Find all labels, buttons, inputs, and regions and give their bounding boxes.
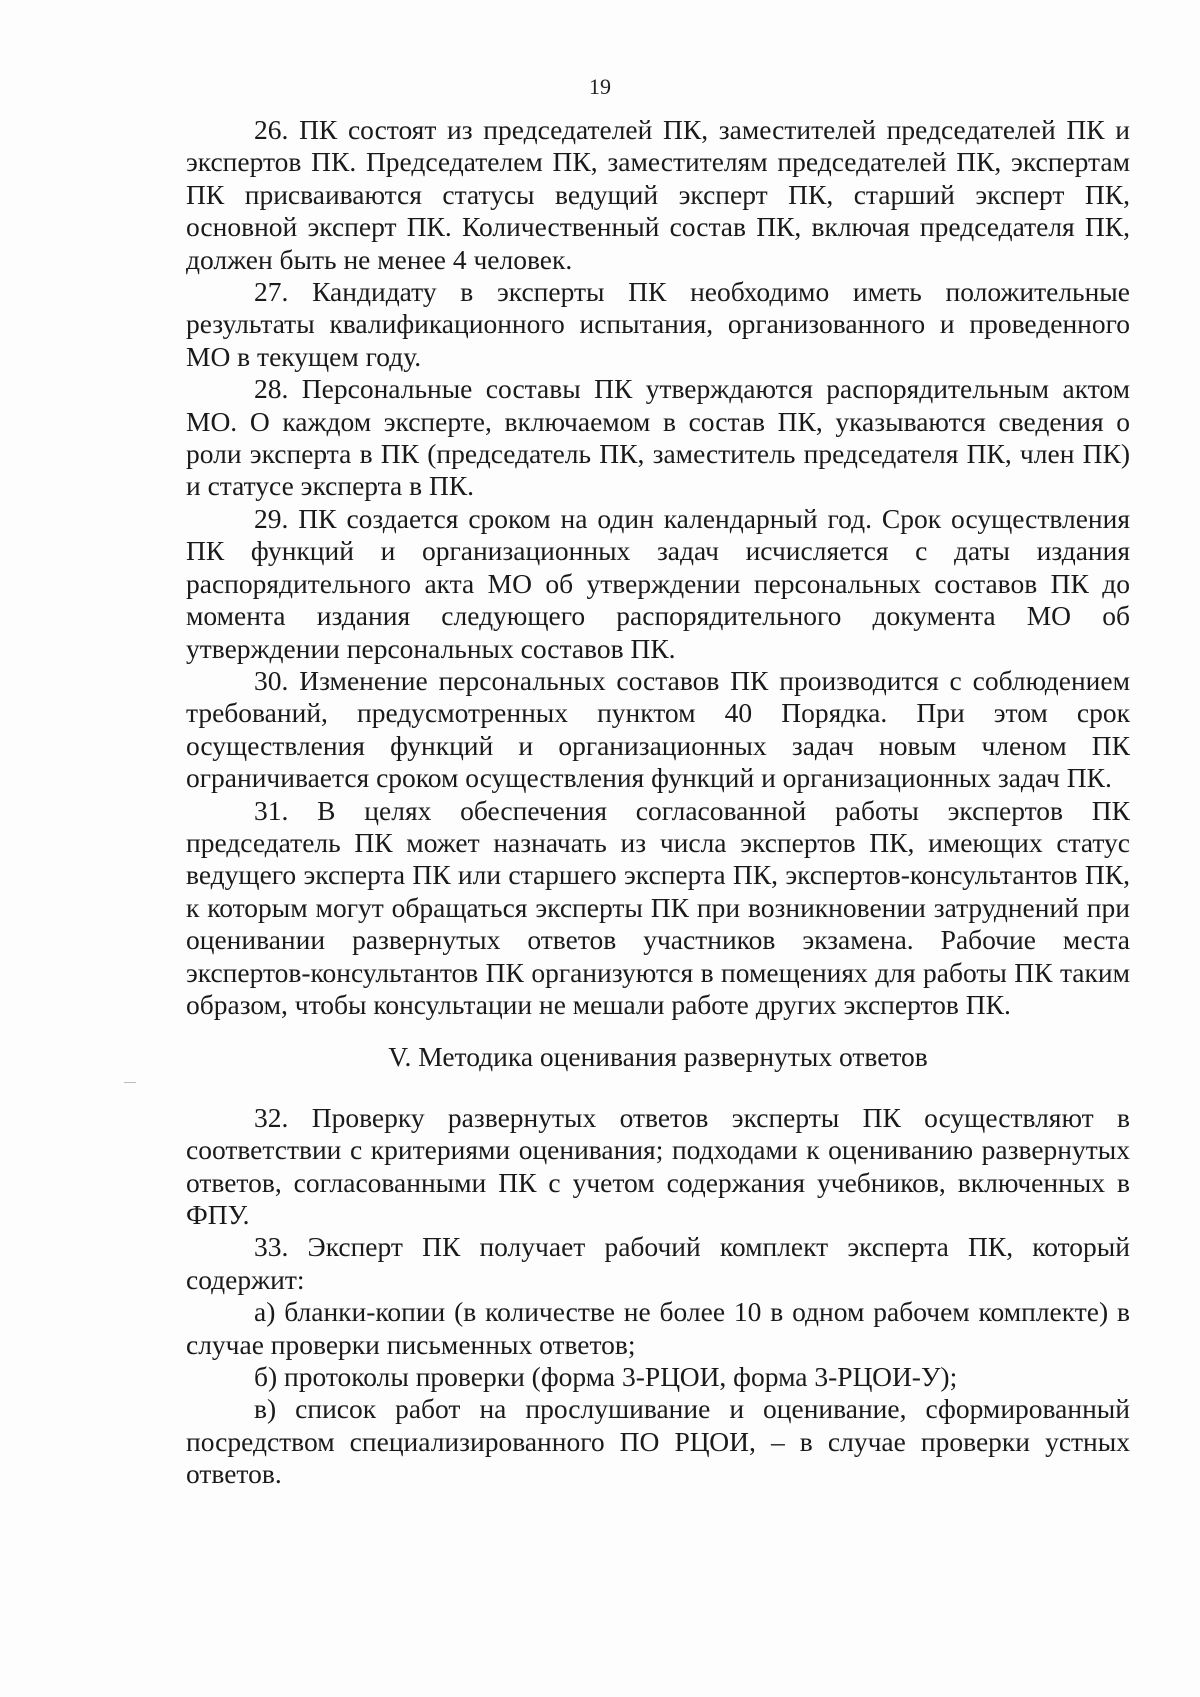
paragraph-32: 32. Проверку развернутых ответов эксперты ПК осуществляют в соответствии с критериями оценивания; подходами к оцениванию развернутых ответов, согласованными ПК с учетом содержания учебников, включенных в ФПУ. (186, 1101, 1130, 1230)
document-body (186, 114, 1130, 1491)
page-number: 19 (589, 74, 611, 99)
list-item-c: в) список работ на прослушивание и оценивание, сформированный посредством специализированного ПО РЦОИ, – в случае проверки устных ответов. (186, 1393, 1130, 1490)
paragraph-30: 30. Изменение персональных составов ПК производится с соблюдением требований, предусмотренных пунктом 40 Порядка. При этом срок осуществления функций и организационных задач новым членом ПК ограничивается сроком осуществления функций и организационных задач ПК. (186, 664, 1130, 794)
paragraph-26: 26. ПК состоят из председателей ПК, заместителей председателей ПК и экспертов ПК. Председателем ПК, заместителям председателей ПК, экспертам ПК присваиваются статусы ведущий эксперт ПК, старший эксперт ПК, основной эксперт ПК. Количественный состав ПК, включая председателя ПК, должен быть не менее 4 человек. (186, 114, 1130, 275)
list-item-b: б) протоколы проверки (форма 3-РЦОИ, форма 3-РЦОИ-У); (254, 1361, 958, 1393)
paragraph-29: 29. ПК создается сроком на один календарный год. Срок осуществления ПК функций и организационных задач исчисляется с даты издания распорядительного акта МО об утверждении персональных составов ПК до момента издания следующего распорядительного документа МО об утверждении персональных составов ПК. (186, 502, 1130, 664)
paragraph-28: 28. Персональные составы ПК утверждаются распорядительным актом МО. О каждом эксперте, включаемом в состав ПК, указываются сведения о роли эксперта в ПК (председатель ПК, заместитель председателя ПК, член ПК) и статусе эксперта в ПК. (186, 373, 1130, 502)
paragraph-27: 27. Кандидату в эксперты ПК необходимо иметь положительные результаты квалификационного испытания, организованного и проведенного МО в текущем году. (186, 276, 1130, 372)
paragraph-33: 33. Эксперт ПК получает рабочий комплект эксперта ПК, который содержит: (186, 1231, 1130, 1295)
section-heading: V. Методика оценивания развернутых ответов (388, 1041, 928, 1073)
scan-margin-mark (124, 1082, 136, 1083)
list-item-a: а) бланки-копии (в количестве не более 10 в одном рабочем комплекте) в случае проверки письменных ответов; (186, 1296, 1130, 1360)
paragraph-31: 31. В целях обеспечения согласованной работы экспертов ПК председатель ПК может назначать из числа экспертов ПК, имеющих статус ведущего эксперта ПК или старшего эксперта ПК, экспертов-консультантов ПК, к которым могут обращаться эксперты ПК при возникновении затруднений при оценивании развернутых ответов участников экзамена. Рабочие места экспертов-консультантов ПК организуются в помещениях для работы ПК таким образом, чтобы консультации не мешали работе других экспертов ПК. (186, 794, 1130, 1020)
